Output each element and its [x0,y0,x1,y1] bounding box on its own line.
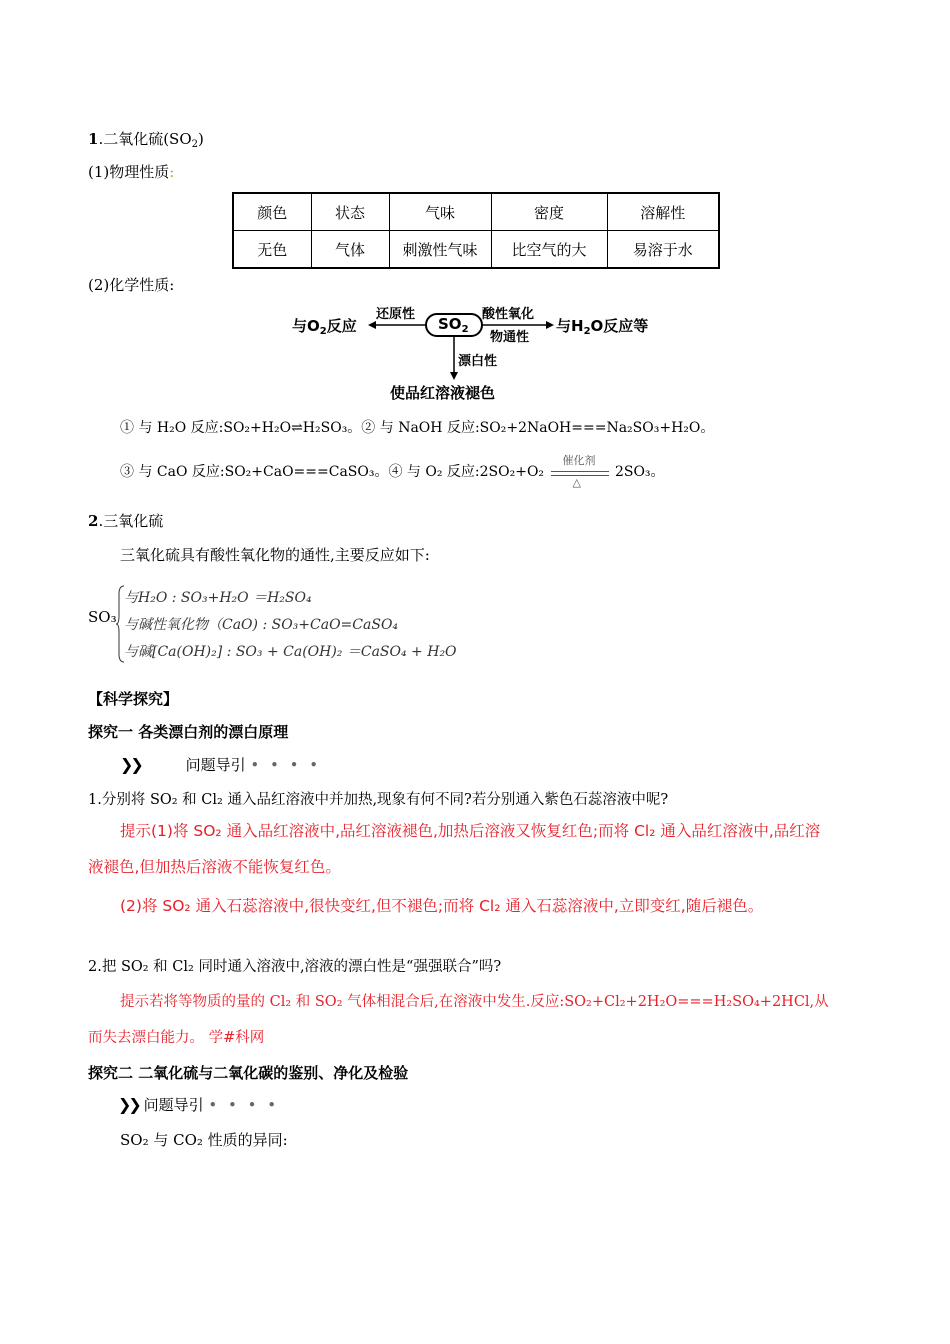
answer-2-line-1: 提示若将等物质的量的 Cl₂ 和 SO₂ 气体相混合后,在溶液中发生.反应:SO₂+Cl₂+2H₂O===H₂SO₄+2HCl,从 [120,994,829,1010]
explore-1-heading: 探究一 各类漂白剂的漂白原理 [88,723,289,741]
table-cell: 比空气的大 [491,231,607,269]
reaction-line-2: ③ 与 CaO 反应:SO₂+CaO===CaSO₃。④ 与 O₂ 反应:2SO₂+O₂ 催化剂 △ 2SO₃。 [120,454,665,489]
bleaching-label: 漂白性 [458,354,498,369]
answer-2-line-2: 而失去漂白能力。 学#科网 [88,1030,265,1046]
so3-intro: 三氧化硫具有酸性氧化物的通性,主要反应如下: [120,546,430,564]
question-1: 1.分别将 SO₂ 和 Cl₂ 通入品红溶液中并加热,现象有何不同?若分别通入紫色石蕊溶液中呢? [88,792,669,808]
table-cell: 密度 [491,193,607,231]
answer-1-line-3: (2)将 SO₂ 通入石蕊溶液中,很快变红,但不褪色;而将 Cl₂ 通入石蕊溶液中,立即变红,随后褪色。 [120,897,764,915]
so3-reaction-water: 与H₂O : SO₃+H₂O ＝H₂SO₄ [124,590,312,606]
table-cell: 气体 [311,231,389,269]
table-cell: 状态 [311,193,389,231]
right-arrowhead [546,321,554,329]
table-header-row [233,193,719,231]
table-cell: 易溶于水 [607,231,719,269]
so2-node-label: $SO_2$ [438,315,469,335]
guide-2: ❯❯ 问题导引 • • • • [118,1095,280,1114]
acidic-oxide-label-2: 物通性 [490,330,530,345]
so3-label: SO₃ [88,608,117,626]
table-cell: 刺激性气味 [389,231,491,269]
so3-reaction-oxide: 与碱性氧化物（CaO) : SO₃+CaO=CaSO₄ [124,617,399,633]
o2-reaction-target: 与$O_2$反应 [292,317,357,337]
reaction-line-1: ① 与 H₂O 反应:SO₂+H₂O⇌H₂SO₃。② 与 NaOH 反应:SO₂+2NaOH===Na₂SO₃+H₂O。 [120,420,715,436]
physical-properties-heading: (1)物理性质: [88,163,175,181]
chemical-properties-heading: (2)化学性质: [88,276,175,294]
table-cell: 气味 [389,193,491,231]
explore-2-heading: 探究二 二氧化硫与二氧化碳的鉴别、净化及检验 [88,1064,409,1082]
double-chevron-icon: ❯❯ [120,755,141,774]
table-row [233,231,719,269]
left-arrowhead [368,321,376,329]
answer-1-line-1: 提示(1)将 SO₂ 通入品红溶液中,品红溶液褪色,加热后溶液又恢复红色;而将 Cl₂ 通入品红溶液中,品红溶 [120,822,821,840]
answer-1-line-2: 液褪色,但加热后溶液不能恢复红色。 [88,858,341,876]
acidic-oxide-label-1: 酸性氧化 [482,307,535,322]
compare-heading: SO₂ 与 CO₂ 性质的异同: [120,1131,288,1149]
double-chevron-icon: ❯❯ [118,1095,139,1114]
down-arrowhead [450,372,458,380]
so3-reaction-base: 与碱[Ca(OH)₂] : SO₃ + Ca(OH)₂ ＝CaSO₄ + H₂O [124,644,457,660]
science-heading: 【科学探究】 [88,690,179,708]
table-cell: 溶解性 [607,193,719,231]
reducing-label: 还原性 [376,307,416,322]
question-2: 2.把 SO₂ 和 Cl₂ 同时通入溶液中,溶液的漂白性是“强强联合”吗? [88,959,502,975]
section-2-title: 2.三氧化硫 [88,512,164,530]
physical-properties-table [232,192,720,269]
so2-properties-diagram [292,300,672,405]
water-reaction-target: 与$H_2O$反应等 [556,317,649,337]
guide-1: ❯❯ 问题导引 • • • • [120,755,322,774]
decolor-target: 使品红溶液褪色 [390,384,496,402]
table-cell: 无色 [233,231,311,269]
catalyst-equilibrium-arrow: 催化剂 △ [549,464,611,480]
section-1-title: 1.二氧化硫$(SO_2)$ [88,130,204,150]
table-cell: 颜色 [233,193,311,231]
